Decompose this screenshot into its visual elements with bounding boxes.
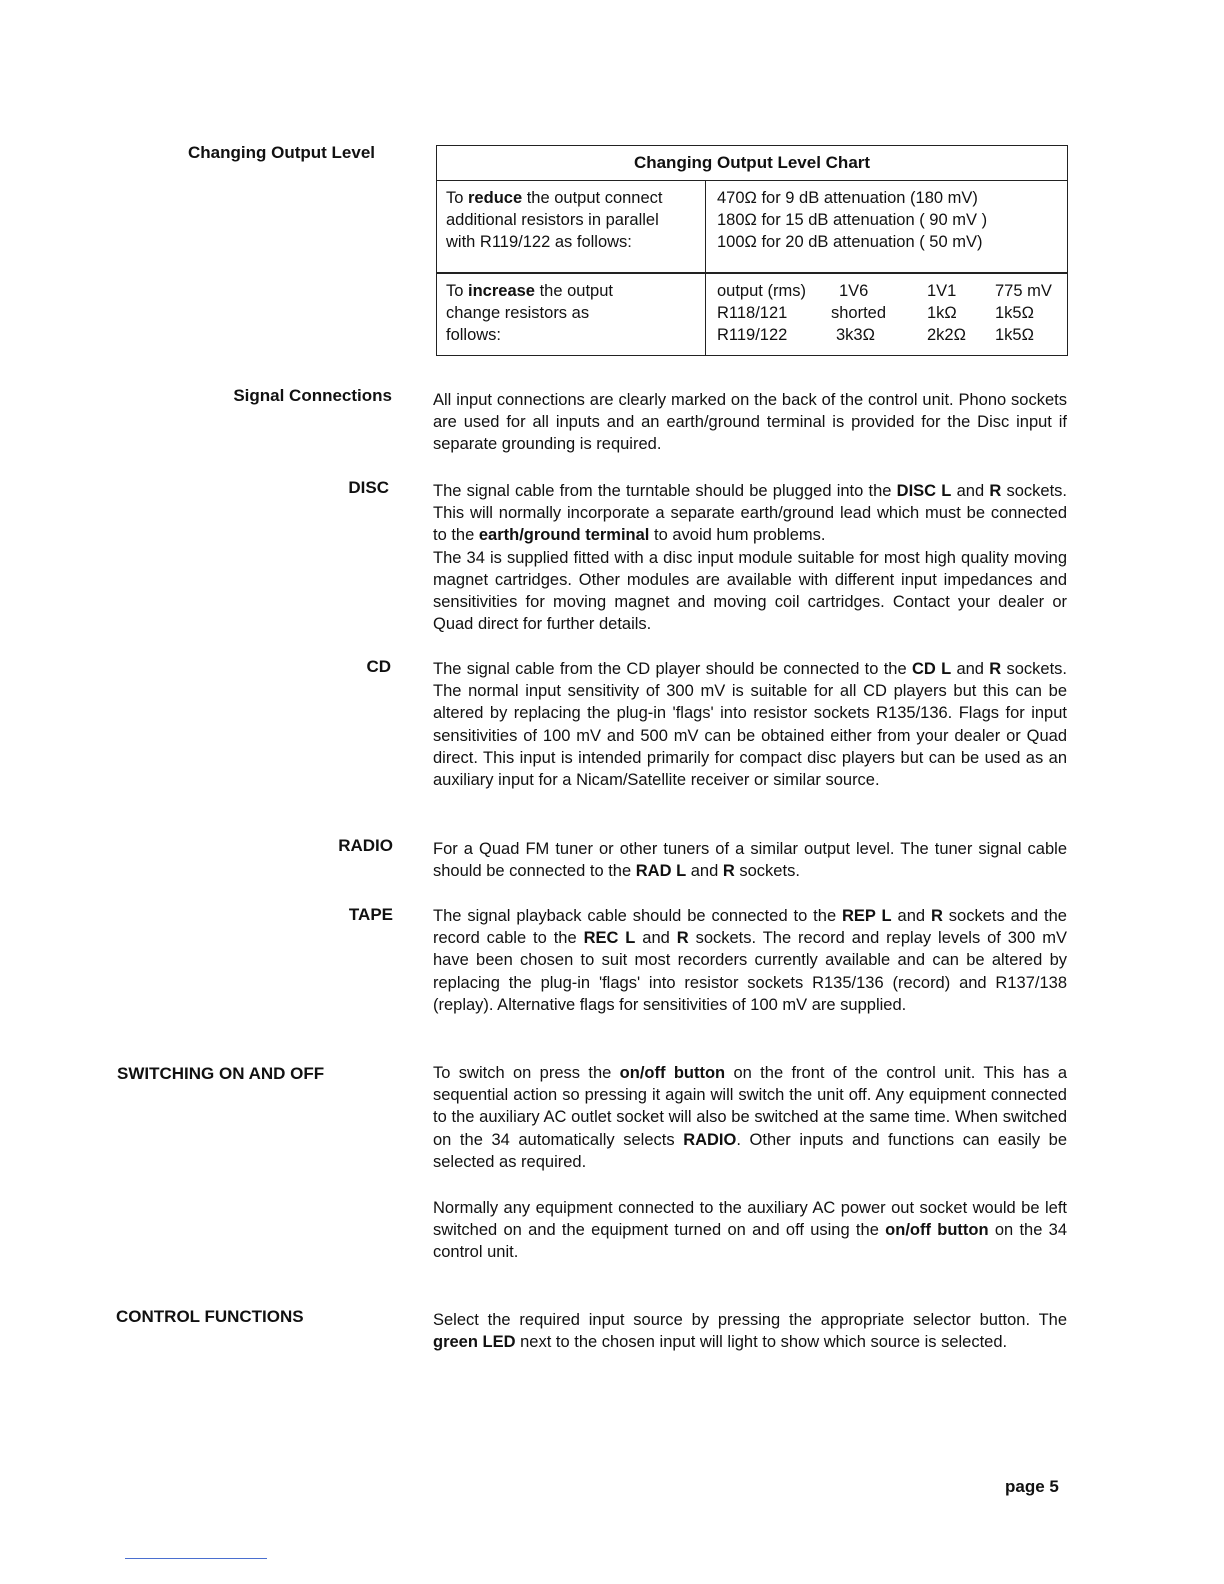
signal-connections-text: All input connections are clearly marked on the back of the control unit. Phono sockets are used for all inputs and an earth/ground terminal is provided for the Disc input if separate grounding is required.	[433, 391, 1067, 454]
section-heading-signal-connections: Signal Connections	[233, 386, 392, 405]
subheading-tape: TAPE	[348, 905, 393, 924]
output-level-chart	[436, 145, 1068, 356]
chart-title: Changing Output Level Chart	[437, 146, 1067, 181]
cell: 2k2Ω	[927, 326, 966, 345]
cell: R118/121	[717, 304, 788, 323]
cell: 3k3Ω	[836, 326, 875, 345]
reduce-values: 470Ω for 9 dB attenuation (180 mV) 180Ω for 15 dB attenuation ( 90 mV ) 100Ω for 20 dB attenuation ( 50 mV)	[717, 189, 988, 252]
subheading-disc: DISC	[348, 478, 389, 497]
values-row-r118	[717, 302, 1062, 324]
values-row-output	[717, 280, 1062, 302]
subheading-radio: RADIO	[338, 836, 393, 855]
section-heading-changing-output-level: Changing Output Level	[188, 143, 375, 162]
cd-text: The signal cable from the CD player should be connected to the CD L and R sockets. The normal input sensitivity of 300 mV is suitable for all CD players but this can be altered by replacing the plug-in 'flags' into resistor sockets R135/136. Flags for input sensitivities of 100 mV and 500 mV can be obtained either from your dealer or Quad direct. This input is intended primarily for compact disc players but can be used as an auxiliary input for a Nicam/Satellite receiver or similar source.	[433, 660, 1067, 790]
cell: 1k5Ω	[995, 304, 1034, 323]
cell: 1k5Ω	[995, 326, 1034, 345]
cell: shorted	[831, 304, 887, 323]
switching-text: To switch on press the on/off button on the front of the control unit. This has a sequential action so pressing it again will switch the unit off. Any equipment connected to the auxiliary AC outlet socket will also be switched at the same time. When switched on the 34 automatically selects RADIO. Other inputs and functions can easily be selected as required.	[433, 1064, 1067, 1171]
increase-values	[717, 280, 1062, 347]
cell: 1V6	[839, 282, 869, 300]
cell: 1V1	[927, 282, 957, 300]
section-heading-switching: SWITCHING ON AND OFF	[117, 1064, 325, 1083]
control-functions-text: Select the required input source by pressing the appropriate selector button. The green LED next to the chosen input will light to show which source is selected.	[433, 1311, 1067, 1352]
cell: output (rms)	[717, 282, 806, 300]
reduce-instructions: To reduce the output connect additional resistors in parallel with R119/122 as follows:	[446, 189, 663, 252]
footer-rule	[125, 1558, 267, 1559]
tape-text: The signal playback cable should be connected to the REP L and R sockets and the record cable to the REC L and R sockets. The record and replay levels of 300 mV have been chosen to suit most recorders currently available and can be altered by replacing the plug-in 'flags' into resistor sockets R135/136 (record) and R137/138 (replay). Alternative flags for sensitivities of 100 mV are supplied.	[433, 907, 1067, 1014]
disc-text: The signal cable from the turntable should be plugged into the DISC L and R sockets. This will normally incorporate a separate earth/ground lead which must be connected to the earth/ground terminal to avoid hum problems. The 34 is supplied fitted with a disc input module suitable for most high quality moving magnet cartridges. Other modules are available with different input impedances and sensitivities for moving magnet and moving coil cartridges. Contact your dealer or Quad direct for further details.	[433, 482, 1067, 634]
increase-row	[437, 274, 1067, 355]
radio-text: For a Quad FM tuner or other tuners of a similar output level. The tuner signal cable should be connected to the RAD L and R sockets.	[433, 840, 1067, 881]
cell: 775 mV	[995, 282, 1052, 300]
subheading-cd: CD	[366, 657, 391, 676]
switching-text-2: Normally any equipment connected to the auxiliary AC power out socket would be left switched on and the equipment turned on and off using the on/off button on the 34 control unit.	[433, 1199, 1068, 1262]
values-row-r119	[717, 324, 1062, 346]
cell: R119/122	[717, 326, 788, 345]
section-heading-control-functions: CONTROL FUNCTIONS	[116, 1307, 304, 1326]
reduce-row	[437, 180, 1067, 274]
cell: 1kΩ	[927, 304, 957, 323]
page-number: page 5	[1005, 1477, 1059, 1496]
increase-instructions: To increase the output change resistors as follows:	[446, 282, 613, 345]
